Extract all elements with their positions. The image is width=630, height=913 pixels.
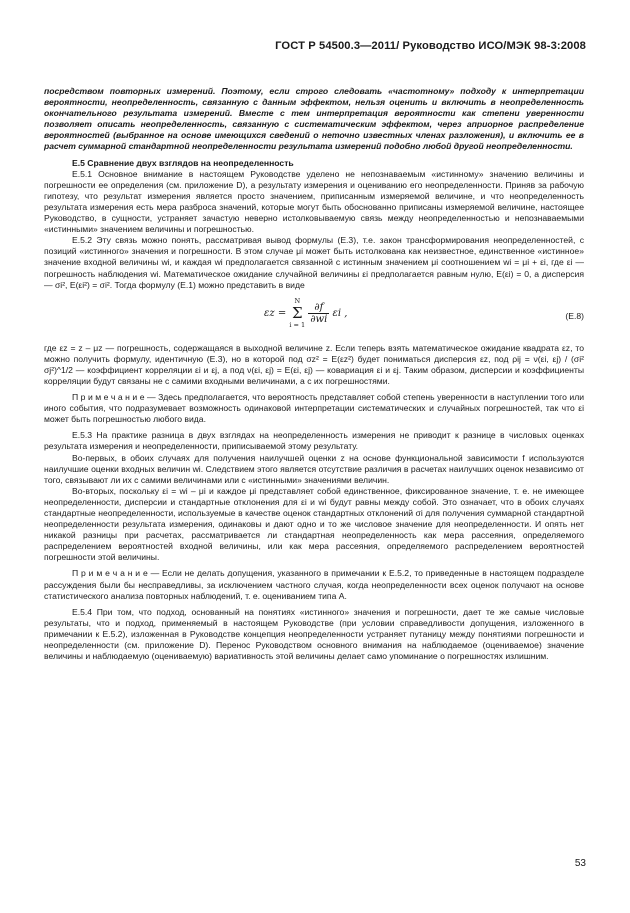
formula-tail: εi , (332, 307, 348, 319)
note-2-label: П р и м е ч а н и е (72, 568, 148, 579)
intro-paragraph: посредством повторных измерений. Поэтому, если строго следовать «частотному» подходу к интерпретации вероятности, неопределенность, связанную с данным эффектом, нельзя оценить и включить в неопределенность окончательного результата измерений. Вместе с тем интерпретация вероятности как степени уверенности позволяет описать неопределенность, связанную с систематическим эффектом, через априорное распределение вероятностей (выбранное на основе имеющихся сведений о неточно известных членах разложения), и включить ее в расчет суммарной стандартной неопределенности результата измерений подобно любой другой неопределенности. (44, 86, 584, 152)
paragraph-e53b: Во-первых, в обоих случаях для получения наилучшей оценки z на основе функциональной зависимости f используются наилучшие оценки входных величин wi. Следствием этого является отсутствие различия в расчетах наилучших оценок независимо от того, связывают ли их с самими величинами или с «истинными» значениями величин. (44, 452, 584, 485)
paragraph-e52a: Е.5.2 Эту связь можно понять, рассматривая вывод формулы (Е.3), т.е. закон трансформирования неопределенностей, с позиций «истинного» значения и погрешности. В этом случае μi может быть истолкована как неизвестное, единственное «истинное» значение входной величины wi, и каждая wi предполагается связанной с истинным значением μi соотношением wi = μi + εi, где εi — погрешность наблюдения wi. Математическое ожидание случайной величины εi предполагается равным нулю, E(εi) = 0, а дисперсия — σi², E(εi²) = σi². Тогда формулу (Е.1) можно представить в виде (44, 235, 584, 290)
sum-upper-limit: N (294, 296, 301, 305)
partial-derivative (308, 302, 329, 325)
sum-lower-limit: i = 1 (289, 320, 306, 329)
sigma-symbol: Σ (291, 303, 303, 322)
formula-expression (264, 297, 347, 330)
sum-operator (289, 297, 305, 330)
page-content (44, 86, 584, 662)
section-heading: Е.5 Сравнение двух взглядов на неопределенность (72, 157, 294, 168)
note-1-text: — Здесь предполагается, что вероятность представляет собой степень уверенности в наступлении того или иного события, что подразумевает возможность одинаковой интерпретации систематических и случайных погрешностей, так что εi может быть погрешностью любого вида. (44, 392, 585, 425)
fraction-numerator: ∂f (308, 302, 329, 314)
paragraph-e52b: где εz = z – μz — погрешность, содержащаяся в выходной величине z. Если теперь взять математическое ожидание квадрата εz, то можно получить формулу, идентичную (Е.3), но в которой под σz² = E(εz²) будет пониматься дисперсия εz, под ρij = ν(εi, εj) / (σi² σj²)^1/2 — коэффициент корреляции εi и εj, а под ν(εi, εj) = E(εi, εj) — ковариация εi и εj. Таким образом, дисперсии и коэффициенты корреляции будут связаны не с самими входными величинами, а с их погрешностями. (44, 342, 584, 386)
formula-lhs: εz = (264, 307, 287, 319)
note-2 (44, 568, 584, 601)
paragraph-e54: Е.5.4 При том, что подход, основанный на понятиях «истинного» значения и погрешности, дает те же самые числовые результаты, что и подход, применяемый в настоящем Руководстве (при условии справедливости допущения, изложенного в примечании к Е.5.2), изложенная в Руководстве концепция неопределенности устраняет путаницу между понятиями погрешности и неопределенности (см. приложение D). Перенос Руководством основного внимания на наблюдаемое (оцениваемое) значение величины и наблюдаемую (оцениваемую) вариативность этой величины делает само упоминание о погрешностях излишним. (44, 606, 584, 662)
paragraph-e51: Е.5.1 Основное внимание в настоящем Руководстве уделено не непознаваемым «истинному» значению величины и погрешности ее определения (см. приложение D), а результату измерения и оцениванию его неопределенности. Приняв за рабочую гипотезу, что результат измерения является просто значением, приписанным измеряемой величине, и что неопределенность результата измерения есть мера разброса значений, которые могут быть обоснованно приписаны измеряемой величине, настоящее Руководство, в сущности, устраняет зачастую неверно истолковываемую связь между неопределенностью и непознаваемыми «истинными» значением величины и погрешностью. (44, 168, 584, 235)
note-2-text: — Если не делать допущения, указанного в примечании к Е.5.2, то приведенные в настоящем подразделе рассуждения были бы несправедливы, за исключением частного случая, когда неопределенности всех оценок получают на основе статистического анализа повторных наблюдений, т. е. оцениванием типа А. (44, 568, 585, 601)
fraction-denominator: ∂wi (310, 313, 328, 325)
note-1 (44, 392, 584, 425)
page-number: 53 (574, 858, 586, 869)
paragraph-e53a: Е.5.3 На практике разница в двух взглядах на неопределенность измерения не приводит к разнице в числовых оценках результата измерения и неопределенности, приписываемой этому результату. (44, 430, 584, 452)
paragraph-e53c: Во-вторых, поскольку εi = wi – μi и каждое μi представляет собой единственное, фиксированное значение, т. е. не имеющее неопределенности, дисперсии и стандартные отклонения для εi и wi будут равны между собой. Это означает, что в обоих случаях стандартные неопределенности, используемые в качестве оценок стандартных отклонений σi для получения суммарной стандартной неопределенности результата измерения, одинаковы и дают одно и то же числовое значение для неопределенности. И опять нет никакой разницы при расчетах, рассматривается ли стандартная неопределенность как мера рассеяния, определяемого распределением вероятностей входной величины, или как мера рассеяния, определяемого распределением вероятностей погрешности этой величины. (44, 485, 584, 563)
page-header: ГОСТ Р 54500.3—2011/ Руководство ИСО/МЭК 98-3:2008 (275, 40, 586, 52)
equation-number: (Е.8) (565, 310, 584, 321)
formula-e8 (44, 295, 584, 341)
note-1-label: П р и м е ч а н и е (72, 392, 145, 403)
